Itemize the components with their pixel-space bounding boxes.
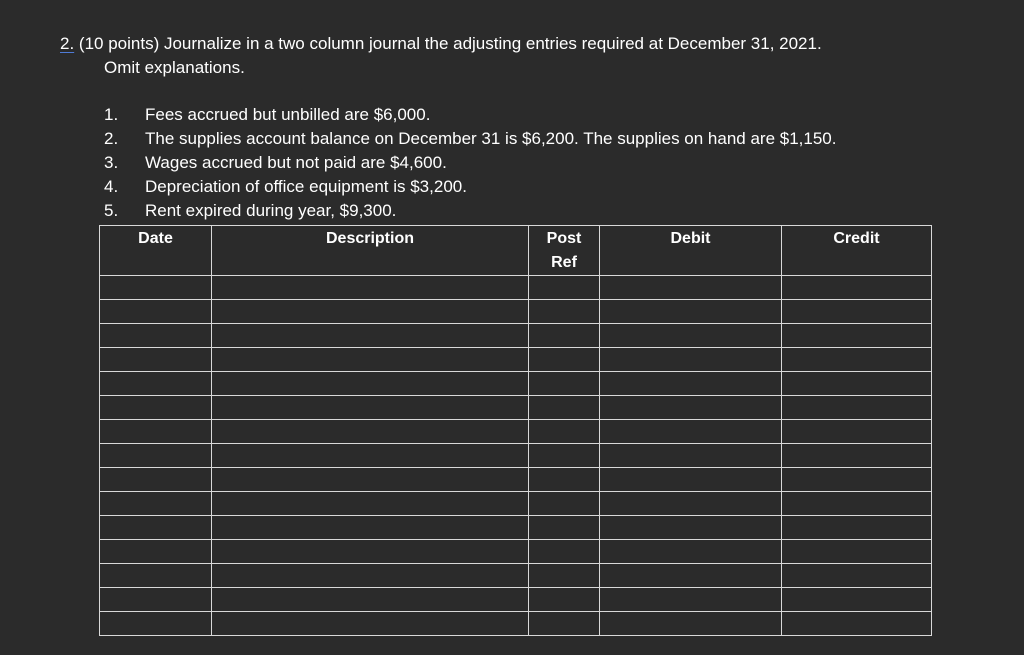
task-number: 2. (104, 129, 119, 148)
post-ref-cell[interactable] (529, 540, 600, 564)
description-cell[interactable] (212, 588, 529, 612)
credit-cell[interactable] (782, 300, 932, 324)
date-cell[interactable] (100, 540, 212, 564)
description-cell[interactable] (212, 372, 529, 396)
debit-cell[interactable] (600, 588, 782, 612)
task-number: 5. (104, 201, 119, 220)
post-ref-cell[interactable] (529, 444, 600, 468)
date-cell[interactable] (100, 300, 212, 324)
debit-cell[interactable] (600, 324, 782, 348)
journal-entry-row (100, 516, 932, 540)
question-prompt (60, 32, 960, 80)
task-text: Fees accrued but unbilled are $6,000. (145, 105, 431, 124)
debit-cell[interactable] (600, 396, 782, 420)
journal-entry-row (100, 468, 932, 492)
credit-cell[interactable] (782, 324, 932, 348)
task-item (104, 127, 837, 151)
credit-cell[interactable] (782, 492, 932, 516)
journal-entry-row (100, 444, 932, 468)
task-number: 3. (104, 153, 119, 172)
description-cell[interactable] (212, 564, 529, 588)
description-cell[interactable] (212, 276, 529, 300)
task-item (104, 199, 837, 223)
post-ref-cell[interactable] (529, 468, 600, 492)
header-debit: Debit (600, 226, 782, 276)
task-item (104, 175, 837, 199)
description-cell[interactable] (212, 612, 529, 636)
post-ref-cell[interactable] (529, 396, 600, 420)
journal-entry-row (100, 396, 932, 420)
credit-cell[interactable] (782, 420, 932, 444)
task-text: Depreciation of office equipment is $3,200. (145, 177, 467, 196)
journal-entry-row (100, 348, 932, 372)
debit-cell[interactable] (600, 612, 782, 636)
debit-cell[interactable] (600, 492, 782, 516)
description-cell[interactable] (212, 516, 529, 540)
date-cell[interactable] (100, 396, 212, 420)
date-cell[interactable] (100, 348, 212, 372)
debit-cell[interactable] (600, 420, 782, 444)
journal-entry-row (100, 276, 932, 300)
date-cell[interactable] (100, 276, 212, 300)
date-cell[interactable] (100, 420, 212, 444)
post-ref-cell[interactable] (529, 588, 600, 612)
credit-cell[interactable] (782, 444, 932, 468)
date-cell[interactable] (100, 564, 212, 588)
debit-cell[interactable] (600, 540, 782, 564)
journal-header-row (100, 226, 932, 276)
header-credit: Credit (782, 226, 932, 276)
journal-entry-row (100, 420, 932, 444)
credit-cell[interactable] (782, 612, 932, 636)
post-ref-cell[interactable] (529, 420, 600, 444)
date-cell[interactable] (100, 516, 212, 540)
debit-cell[interactable] (600, 468, 782, 492)
post-ref-cell[interactable] (529, 564, 600, 588)
date-cell[interactable] (100, 612, 212, 636)
journal-entry-row (100, 540, 932, 564)
header-description: Description (212, 226, 529, 276)
task-list (104, 103, 837, 223)
credit-cell[interactable] (782, 276, 932, 300)
post-ref-cell[interactable] (529, 612, 600, 636)
description-cell[interactable] (212, 468, 529, 492)
date-cell[interactable] (100, 588, 212, 612)
header-post-ref-line1: Post (546, 230, 582, 247)
credit-cell[interactable] (782, 540, 932, 564)
post-ref-cell[interactable] (529, 372, 600, 396)
journal-entry-row (100, 492, 932, 516)
task-number: 4. (104, 177, 119, 196)
description-cell[interactable] (212, 444, 529, 468)
task-text: Wages accrued but not paid are $4,600. (145, 153, 447, 172)
credit-cell[interactable] (782, 516, 932, 540)
description-cell[interactable] (212, 324, 529, 348)
credit-cell[interactable] (782, 588, 932, 612)
credit-cell[interactable] (782, 372, 932, 396)
description-cell[interactable] (212, 420, 529, 444)
description-cell[interactable] (212, 492, 529, 516)
question-line-2: Omit explanations. (104, 58, 245, 77)
header-date: Date (100, 226, 212, 276)
task-text: The supplies account balance on December 31 is $6,200. The supplies on hand are $1,150. (145, 129, 837, 148)
header-post-ref (529, 226, 600, 276)
post-ref-cell[interactable] (529, 492, 600, 516)
task-item (104, 151, 837, 175)
date-cell[interactable] (100, 372, 212, 396)
date-cell[interactable] (100, 324, 212, 348)
task-number: 1. (104, 105, 119, 124)
debit-cell[interactable] (600, 564, 782, 588)
date-cell[interactable] (100, 444, 212, 468)
credit-cell[interactable] (782, 396, 932, 420)
journal-table (99, 225, 932, 636)
question-line-1 (60, 32, 960, 56)
description-cell[interactable] (212, 348, 529, 372)
post-ref-cell[interactable] (529, 300, 600, 324)
question-text: (10 points) Journalize in a two column journal the adjusting entries required at December 31, 2021. (78, 34, 822, 53)
header-post-ref-line2: Ref (551, 254, 577, 271)
journal-entry-row (100, 372, 932, 396)
credit-cell[interactable] (782, 564, 932, 588)
journal-entry-row (100, 324, 932, 348)
date-cell[interactable] (100, 468, 212, 492)
task-item (104, 103, 837, 127)
debit-cell[interactable] (600, 300, 782, 324)
journal-entry-row (100, 588, 932, 612)
credit-cell[interactable] (782, 348, 932, 372)
debit-cell[interactable] (600, 444, 782, 468)
question-number: 2. (60, 34, 75, 53)
journal-entry-row (100, 612, 932, 636)
post-ref-cell[interactable] (529, 324, 600, 348)
credit-cell[interactable] (782, 468, 932, 492)
journal-entry-row (100, 564, 932, 588)
debit-cell[interactable] (600, 372, 782, 396)
debit-cell[interactable] (600, 516, 782, 540)
post-ref-cell[interactable] (529, 516, 600, 540)
description-cell[interactable] (212, 540, 529, 564)
task-text: Rent expired during year, $9,300. (145, 201, 397, 220)
description-cell[interactable] (212, 300, 529, 324)
journal-entry-row (100, 300, 932, 324)
debit-cell[interactable] (600, 276, 782, 300)
post-ref-cell[interactable] (529, 348, 600, 372)
date-cell[interactable] (100, 492, 212, 516)
description-cell[interactable] (212, 396, 529, 420)
post-ref-cell[interactable] (529, 276, 600, 300)
debit-cell[interactable] (600, 348, 782, 372)
